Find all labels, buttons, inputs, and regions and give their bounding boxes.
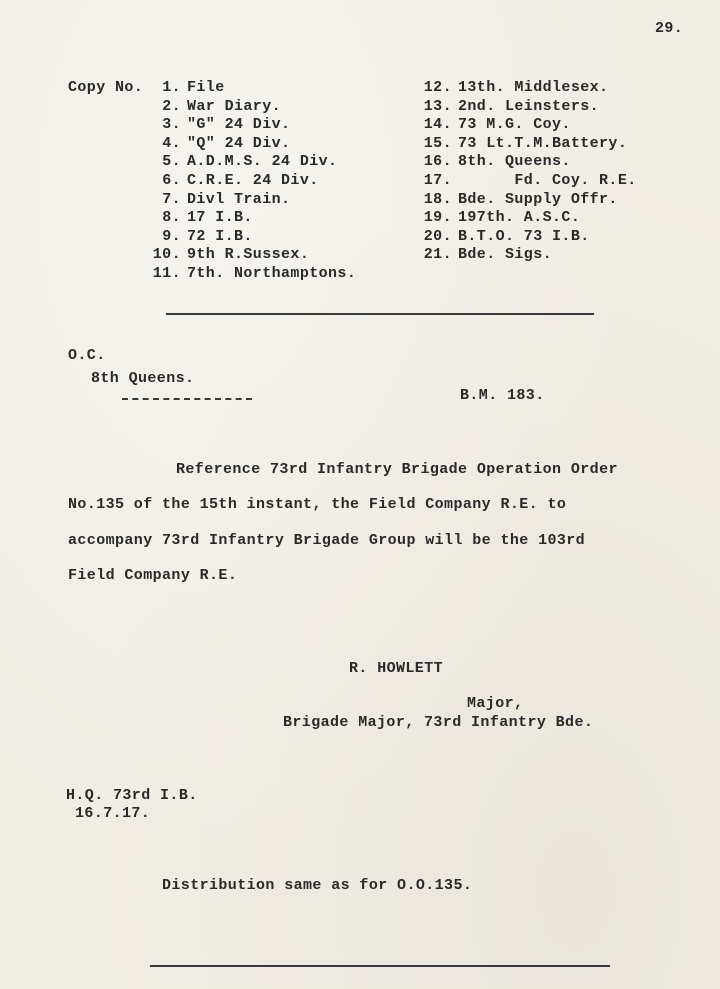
distribution-entry-left-number: 1. — [162, 79, 181, 96]
distribution-entry-right-name: 73 Lt.T.M.Battery. — [458, 134, 628, 152]
distribution-entry-right-number: 15. — [423, 134, 452, 152]
distribution-entry-left-name: A.D.M.S. 24 Div. — [187, 153, 338, 171]
distribution-entry-right-number: 20. — [423, 227, 452, 245]
distribution-entry-right-name: Bde. Supply Offr. — [458, 190, 618, 208]
origin-line-2: 16.7.17. — [75, 805, 151, 822]
distribution-note: Distribution same as for O.O.135. — [162, 877, 473, 894]
distribution-entry-right-number: 16. — [423, 153, 452, 171]
body-line-2: No.135 of the 15th instant, the Field Company R.E. to — [68, 496, 567, 513]
distribution-entry-right-name: 73 M.G. Coy. — [458, 116, 571, 134]
distribution-entry-right-name: 2nd. Leinsters. — [458, 97, 600, 115]
distribution-entry-left-number: 7. — [162, 190, 181, 208]
signature-title: Brigade Major, 73rd Infantry Bde. — [283, 714, 594, 731]
distribution-entry-right-number: 19. — [423, 209, 452, 227]
origin-line-1: H.Q. 73rd I.B. — [66, 787, 198, 804]
distribution-entry-left-name: "Q" 24 Div. — [187, 134, 291, 152]
distribution-entry-right-number: 18. — [423, 190, 452, 208]
addressee-underline — [122, 398, 252, 400]
distribution-entry-left-name: File — [187, 79, 225, 96]
distribution-entry-left-name: "G" 24 Div. — [187, 116, 291, 134]
distribution-entry-left-number: 6. — [162, 172, 181, 189]
distribution-entry-left-number: 2. — [162, 97, 181, 115]
distribution-entry-left-number: 11. — [152, 265, 181, 282]
distribution-entry-left-name: 17 I.B. — [187, 209, 253, 227]
distribution-entry-right-number: 21. — [423, 246, 452, 264]
separator-rule-top — [166, 313, 594, 315]
distribution-entry-left-number: 4. — [162, 134, 181, 152]
distribution-entry-right-number: 12. — [423, 79, 452, 96]
body-line-4: Field Company R.E. — [68, 567, 238, 584]
distribution-entry-right-number: 14. — [423, 116, 452, 134]
distribution-entry-left-name: War Diary. — [187, 97, 282, 115]
page-number: 29. — [655, 20, 684, 37]
distribution-entry-left-number: 9. — [162, 227, 181, 245]
distribution-entry-right-name: Bde. Sigs. — [458, 246, 553, 264]
copy-label: Copy No. — [68, 79, 144, 96]
distribution-entry-left-name: Divl Train. — [187, 190, 291, 208]
distribution-entry-right-name: 13th. Middlesex. — [458, 79, 609, 96]
distribution-entry-right-number: 13. — [423, 97, 452, 115]
distribution-entry-right-name: 197th. A.S.C. — [458, 209, 581, 227]
reference-number: B.M. 183. — [460, 387, 545, 404]
distribution-entry-right-name: 8th. Queens. — [458, 153, 571, 171]
distribution-entry-left-name: C.R.E. 24 Div. — [187, 172, 319, 189]
distribution-entry-right-name: B.T.O. 73 I.B. — [458, 227, 590, 245]
addressee-line-2: 8th Queens. — [91, 370, 195, 387]
signature-rank: Major, — [467, 695, 524, 712]
distribution-entry-left-name: 72 I.B. — [187, 227, 253, 245]
distribution-entry-left-number: 8. — [162, 209, 181, 227]
distribution-entry-right-number: 17. — [423, 172, 452, 189]
distribution-entry-left-name: 7th. Northamptons. — [187, 265, 357, 282]
distribution-entry-left-number: 10. — [152, 246, 181, 264]
separator-rule-bottom — [150, 965, 610, 967]
signature-name: R. HOWLETT — [349, 660, 444, 677]
distribution-entry-left-number: 3. — [162, 116, 181, 134]
distribution-entry-right-name: Fd. Coy. R.E. — [458, 172, 637, 189]
body-line-3: accompany 73rd Infantry Brigade Group will be the 103rd — [68, 532, 586, 549]
distribution-entry-left-name: 9th R.Sussex. — [187, 246, 310, 264]
addressee-line-1: O.C. — [68, 347, 106, 364]
body-line-1: Reference 73rd Infantry Brigade Operation Order — [176, 461, 618, 478]
distribution-entry-left-number: 5. — [162, 153, 181, 171]
